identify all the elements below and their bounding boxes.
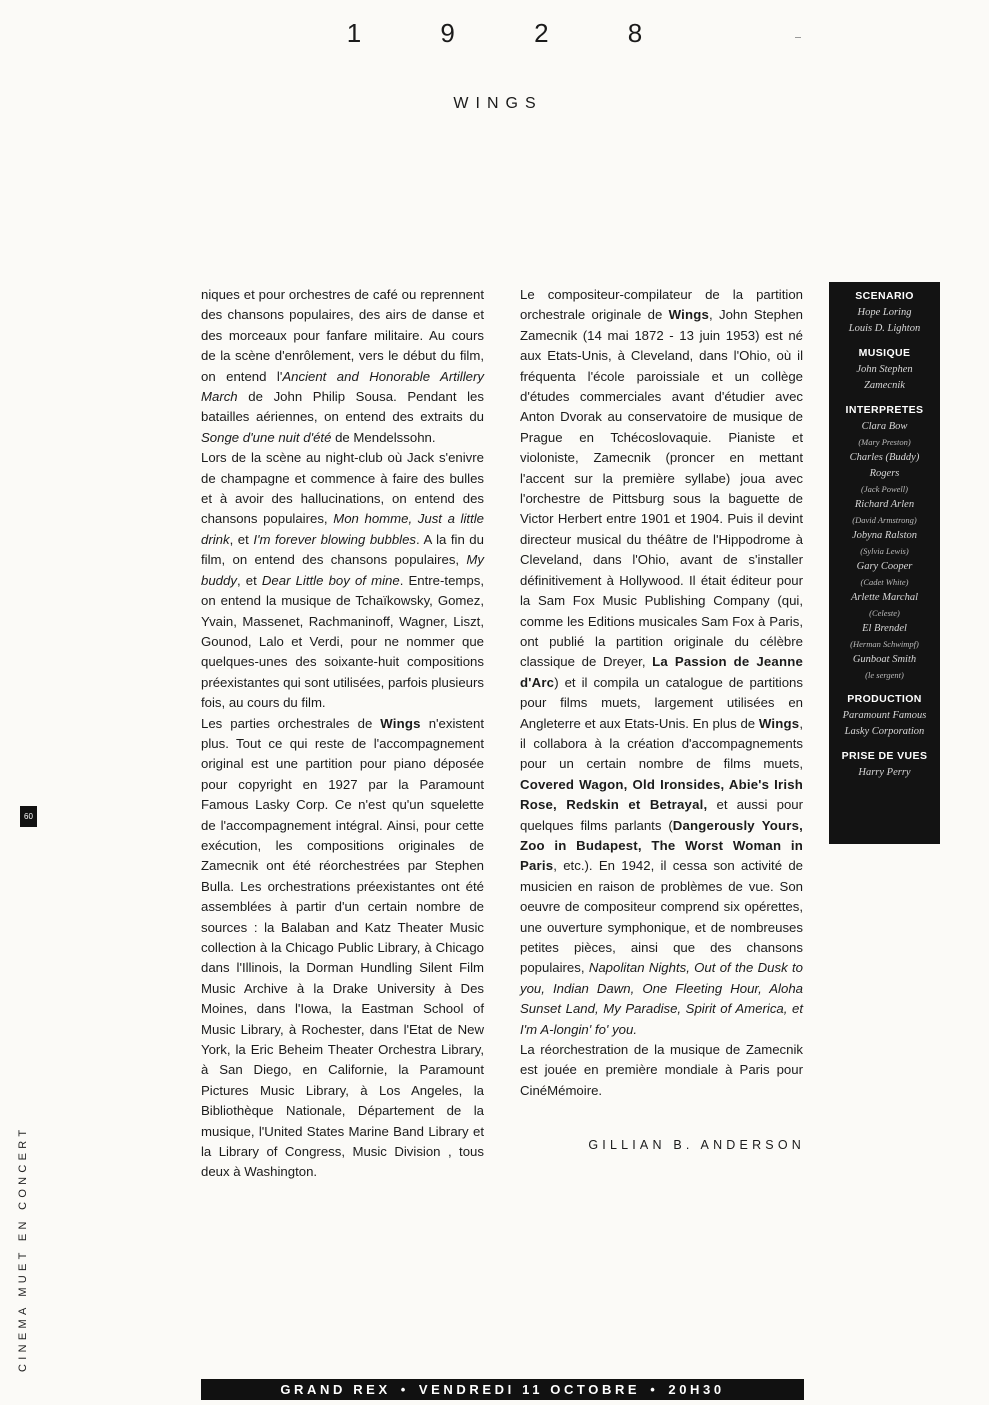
bold-run: Wings [380, 715, 421, 731]
credit-name: Richard Arlen [854, 499, 915, 510]
italic-run: Mon homme, Just a little drink [201, 511, 485, 547]
text-run: , John Stephen Zamecnik (14 mai 1872 - 13 juin 1953) est né aux Etats-Unis, à Cleveland, dans l'Ohio, où il fréquenta l'école paroissiale et un collège d'études commerciales avant d'étudier avec Anton Dvorak au conservatoire de musique de Prague en Tchécoslovaquie. Pianiste et violoniste, Zamecnik (proncer en mettant l'accent sur la première syllabe) joua avec l'orchestre de Pittsburg sous la baguette de Victor Herbert entre 1901 et 1904. Puis il devint directeur musical du théâtre de l'Hippodrome à Cleveland, dans l'Ohio, avant de s'installer définitivement à Hollywood. Il était éditeur pour la Sam Fox Music Publishing Company (qui, comme les Editions musicales Sam Fox à Paris, ont publié la partition originale du célèbre classique de Dreyer, [520, 307, 803, 670]
credit-name: Gunboat Smith [852, 654, 917, 665]
credit-role: (Cadet White) [860, 577, 909, 587]
left-paragraph-3 [201, 714, 484, 1183]
text-run: . Entre-temps, on entend la musique de Tchaïkowsky, Gomez, Yvain, Massenet, Rachmaninoff, Wagner, Liszt, Gounod, Lalo et Verdi, pour ne nommer que quelques-unes des soixante-huit compositions préexistantes qui sont utilisées, parfois plusieurs fois, au cours du film. [201, 572, 484, 711]
credit-name: Clara Bow [861, 421, 908, 432]
text-run: La réorchestration de la musique de Zamecnik est jouée en première mondiale à Paris pour CinéMémoire. [520, 1042, 803, 1098]
credit-heading: MUSIQUE [858, 347, 911, 359]
right-paragraph-2 [520, 1040, 803, 1101]
footer-separator-1: • [400, 1382, 409, 1397]
text-run: Lors de la scène au night-club où Jack s'enivre de champagne et commence à faire des bulles et à avoir des hallucinations, on entend des chansons populaires, [201, 450, 484, 527]
left-paragraph-2 [201, 448, 484, 713]
credit-name: John Stephen [856, 364, 913, 375]
italic-run: Songe d'une nuit d'été [201, 429, 332, 445]
credits-panel [829, 282, 940, 844]
author-signature: GILLIAN B. ANDERSON [588, 1138, 805, 1152]
credit-group [829, 693, 940, 740]
bold-run: Wings [668, 307, 710, 323]
credit-name: Hope Loring [857, 307, 912, 318]
footer-venue: GRAND REX [280, 1382, 391, 1397]
left-paragraph-1 [201, 285, 484, 448]
credit-role: (Jack Powell) [861, 484, 908, 494]
italic-run: Ancient and Honorable Artillery March [201, 368, 484, 405]
bold-run: Wings [758, 715, 800, 731]
film-title: WINGS [453, 95, 543, 112]
credit-name: El Brendel [862, 623, 907, 634]
credit-name: Lasky Corporation [844, 726, 925, 737]
italic-run: Napolitan Nights, Out of the Dusk to you, Indian Dawn, One Fleeting Hour, Aloha Sunset Land, My Paradise, Spirit of America, et I'm A-longin' fo' you. [520, 960, 803, 1037]
italic-run: Dear Little boy of mine [261, 572, 400, 588]
footer-time: 20H30 [668, 1382, 725, 1397]
credit-name: Arlette Marchal [851, 592, 918, 603]
side-series-label: CINEMA MUET EN CONCERT [17, 1125, 29, 1372]
credit-heading: PRISE DE VUES [841, 750, 928, 762]
text-run: niques et pour orchestres de café ou reprennent des chansons populaires, des airs de danse et des morceaux pour fanfare militaire. Au cours de la scène d'enrôlement, vers le début du film, on entend l' [201, 287, 484, 384]
text-run: Le compositeur-compilateur de la partition orchestrale originale de [520, 287, 803, 323]
italic-run: My buddy [201, 552, 484, 588]
credit-role: (Celeste) [869, 608, 900, 618]
dash-mark [795, 37, 801, 38]
footer-date: VENDREDI 11 OCTOBRE [418, 1382, 641, 1397]
credit-name: Rogers [869, 468, 900, 479]
text-run: , etc.). En 1942, il cessa son activité de musicien en raison de problèmes de vue. Son oeuvre de compositeur comprend six opérettes, une ouverture symphonique, et de nombreuses petites pièces, ainsi que des chansons populaires, [520, 858, 803, 976]
text-run: ) et il compila un catalogue de partitions pour films muets, largement utilisées en Angleterre et aux Etats-Unis. En plus de [520, 674, 803, 731]
credit-group [829, 404, 940, 683]
bold-run: Covered Wagon, Old Ironsides, Abie's Irish Rose, Redskin et Betrayal, [520, 776, 803, 813]
right-column [520, 285, 803, 1101]
text-run: de Mendelssohn. [331, 429, 436, 445]
credit-name: Zamecnik [864, 380, 905, 391]
credit-group [829, 290, 940, 337]
text-run: , et [229, 531, 254, 547]
credit-heading: PRODUCTION [847, 693, 922, 705]
credit-role: (Mary Preston) [858, 437, 911, 447]
credit-name: Charles (Buddy) [849, 452, 920, 463]
credit-name: Louis D. Lighton [848, 323, 921, 334]
bold-run: Dangerously Yours, Zoo in Budapest, The Worst Woman in Paris [520, 817, 804, 874]
text-run: . A la fin du film, on entend des chansons populaires, [201, 531, 484, 568]
text-run: n'existent plus. Tout ce qui reste de l'accompagnement original est une partition pour piano déposée pour copyright en 1927 par la Paramount Famous Lasky Corp. Ce n'est qu'un squelette de l'accompagnement intégral. Ainsi, pour cette exécution, les compositions originales de Zamecnik ont été réorchestrées par Stephen Bulla. Les orchestrations préexistantes ont été assemblées à partir d'un certain nombre de sources : la Balaban and Katz Theater Music collection à la Chicago Public Library, à Chicago dans l'Illinois, la Dorman Hundling Silent Film Music Archive à la Drake University à Des Moines, dans l'Iowa, la Eastman School of Music Library, à Rochester, dans l'Etat de New York, la Eric Beheim Theater Orchestra Library, à San Diego, en Californie, la Paramount Pictures Music Library, à Los Angeles, la Bibliothèque Nationale, Département de la musique, l'United States Marine Band Library et la Library of Congress, Music Division , tous deux à Washington. [201, 715, 484, 1180]
credit-group [829, 750, 940, 781]
credit-role: (le sergent) [865, 670, 904, 680]
credit-name: Jobyna Ralston [851, 530, 918, 541]
footer-event-bar [201, 1379, 804, 1400]
italic-run: I'm forever blowing bubbles [253, 531, 417, 547]
left-column [201, 285, 484, 1183]
credit-name: Gary Cooper [856, 561, 913, 572]
right-paragraph-1 [520, 285, 803, 1040]
footer-separator-2: • [650, 1382, 659, 1397]
text-run: , et [236, 572, 262, 588]
year-heading: 1 9 2 8 [346, 18, 679, 48]
page-number-badge: 60 [20, 806, 37, 827]
credit-group [829, 347, 940, 394]
bold-run: La Passion de Jeanne d'Arc [520, 654, 803, 690]
credit-name: Paramount Famous [842, 710, 927, 721]
credit-role: (David Armstrong) [852, 515, 917, 525]
text-run: Les parties orchestrales de [201, 715, 381, 731]
credit-role: (Sylvia Lewis) [860, 546, 909, 556]
credit-name: Harry Perry [858, 767, 911, 778]
credit-role: (Herman Schwimpf) [850, 639, 919, 649]
text-run: et aussi pour quelques films parlants ( [520, 797, 804, 833]
credit-heading: INTERPRETES [845, 404, 924, 416]
text-run: de John Philip Sousa. Pendant les batailles aériennes, on entend des extraits du [201, 389, 484, 425]
credit-heading: SCENARIO [855, 290, 914, 302]
text-run: , il collabora à la création d'accompagnements pour un certain nombre de films muets, [520, 715, 803, 772]
